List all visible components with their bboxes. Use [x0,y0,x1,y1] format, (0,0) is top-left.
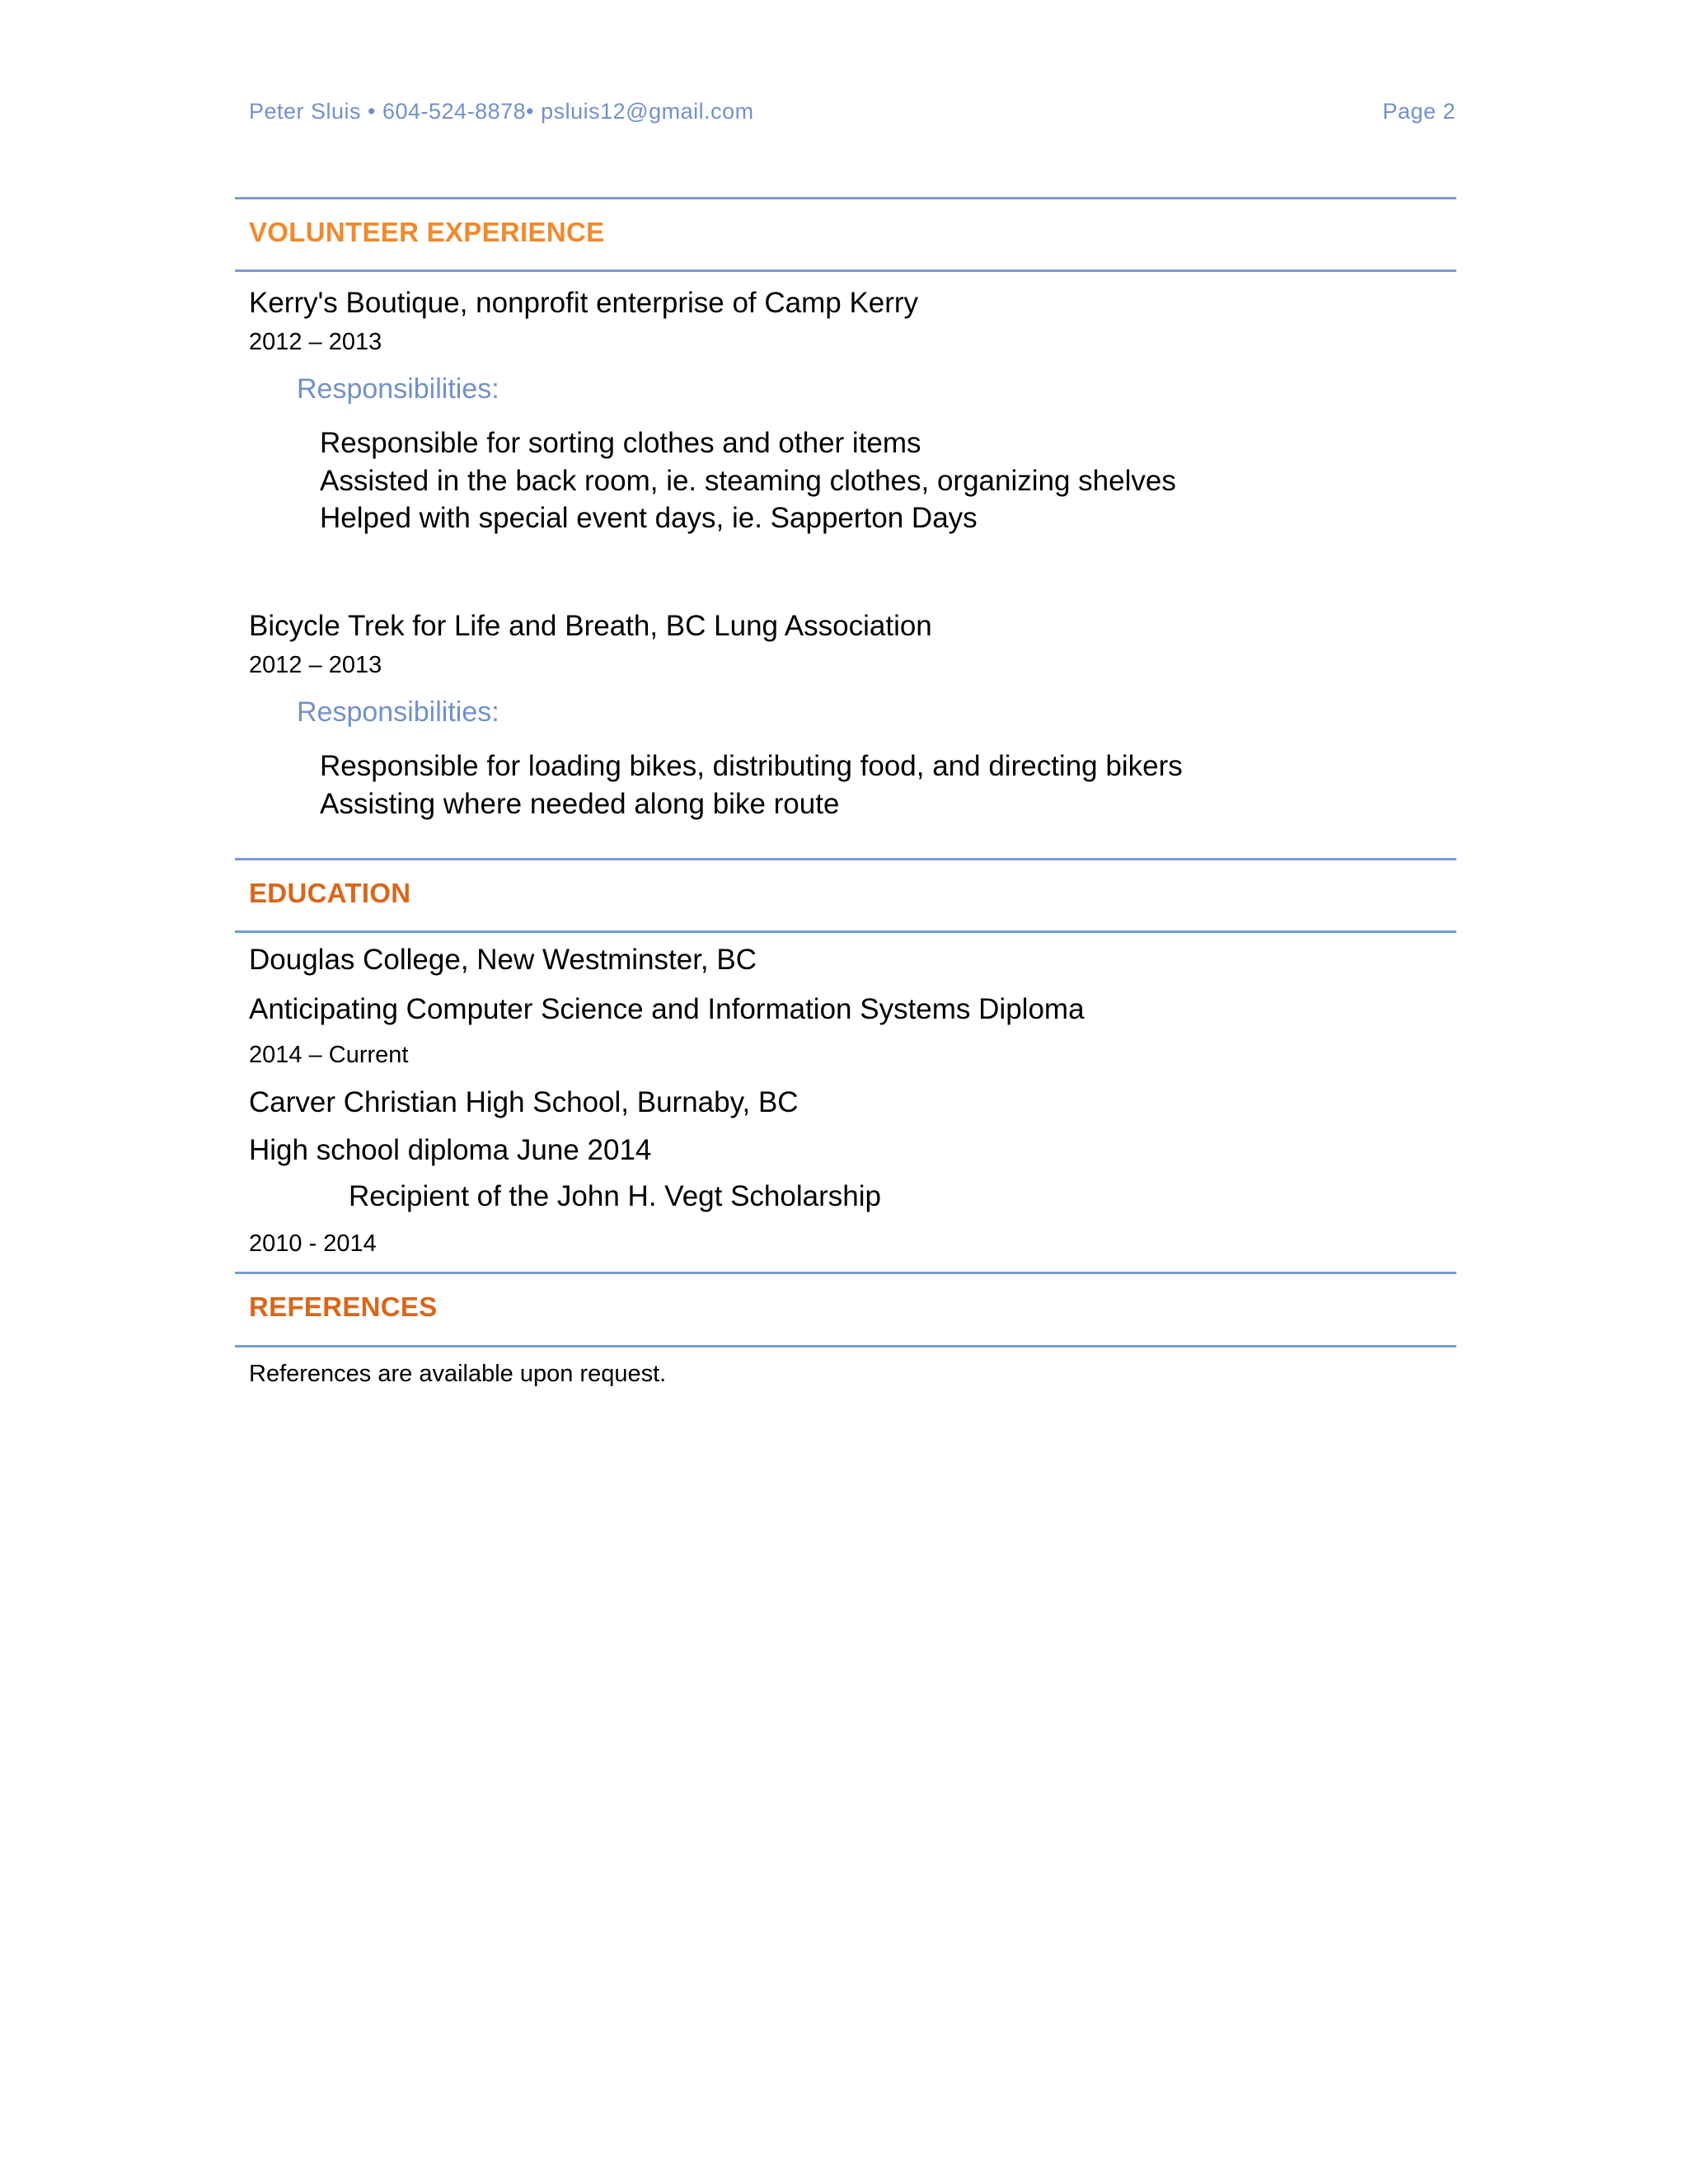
school-dates: 2010 - 2014 [249,1230,377,1257]
college-name: Douglas College, New Westminster, BC [249,944,757,976]
page-header [249,99,1456,132]
college-dates: 2014 – Current [249,1042,409,1068]
responsibility-item: Helped with special event days, ie. Sapperton Days [320,502,978,534]
responsibility-item: Assisting where needed along bike route [320,788,840,820]
section-rule-bottom [235,269,1456,272]
header-contact: Peter Sluis • 604-524-8878• psluis12@gmail.com [249,99,754,124]
volunteer-dates: 2012 – 2013 [249,329,382,355]
references-text: References are available upon request. [249,1361,667,1387]
section-rule-bottom [235,1345,1456,1347]
responsibilities-label: Responsibilities: [297,696,499,728]
school-name: Carver Christian High School, Burnaby, BC [249,1086,799,1118]
references-section-title: REFERENCES [249,1291,438,1322]
education-section-title: EDUCATION [249,878,411,908]
volunteer-org: Kerry's Boutique, nonprofit enterprise of Camp Kerry [249,287,919,319]
section-rule-top [235,858,1456,860]
responsibility-item: Responsible for sorting clothes and other items [320,427,921,459]
school-diploma: High school diploma June 2014 [249,1134,652,1166]
section-rule-bottom [235,930,1456,933]
school-award: Recipient of the John H. Vegt Scholarship [349,1180,881,1212]
header-page-number: Page 2 [1382,99,1456,124]
college-program: Anticipating Computer Science and Information Systems Diploma [249,993,1085,1025]
section-rule-top [235,197,1456,199]
volunteer-dates: 2012 – 2013 [249,652,382,678]
volunteer-section-title: VOLUNTEER EXPERIENCE [249,217,605,247]
responsibility-item: Assisted in the back room, ie. steaming clothes, organizing shelves [320,465,1176,497]
section-rule-top [235,1272,1456,1274]
volunteer-org: Bicycle Trek for Life and Breath, BC Lung Association [249,610,932,642]
responsibility-item: Responsible for loading bikes, distributing food, and directing bikers [320,750,1183,782]
responsibilities-label: Responsibilities: [297,373,499,405]
